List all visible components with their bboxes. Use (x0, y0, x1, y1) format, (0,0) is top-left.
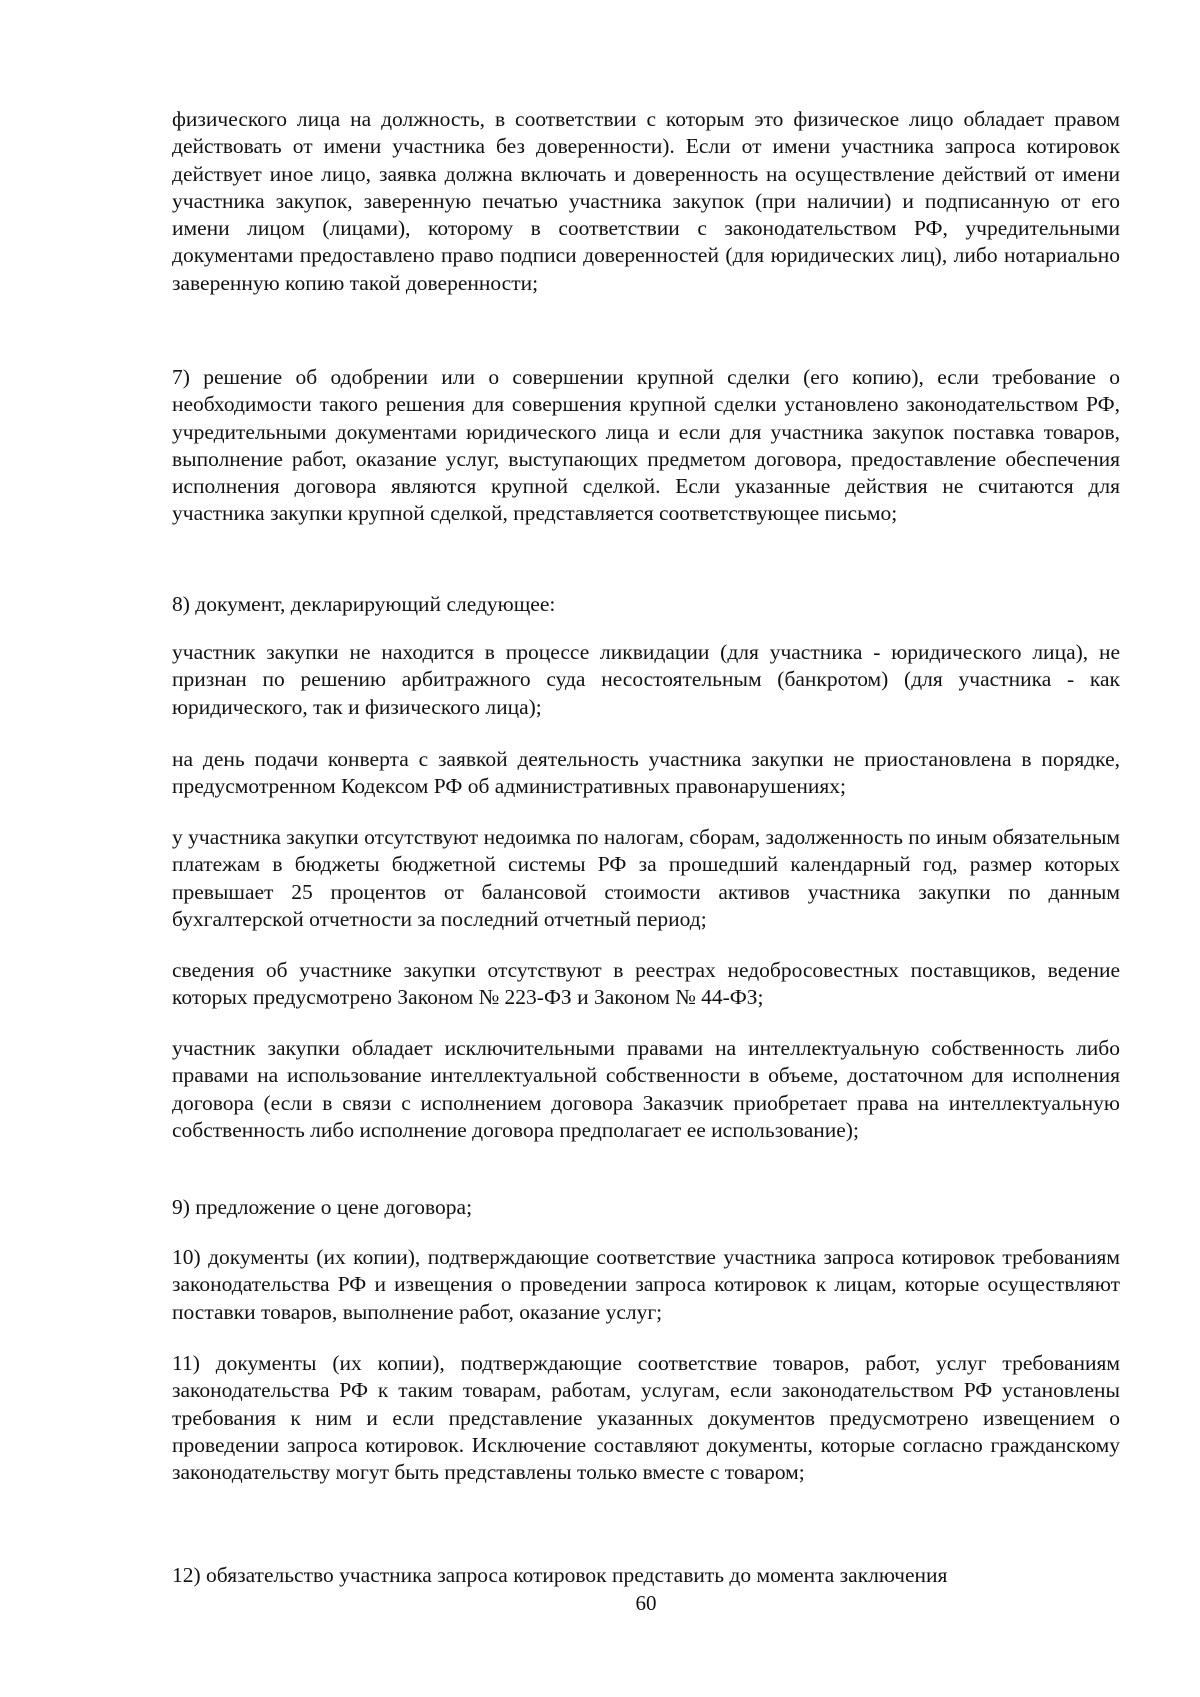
paragraph-no-liquidation: участник закупки не находится в процессе ликвидации (для участника - юридического лица), не признан по решению арбитражного суда несостоятельным (банкротом) (для участника - как юридического, так и физического лица); (172, 640, 1120, 719)
paragraph-no-tax-arrears: у участника закупки отсутствуют недоимка по налогам, сборам, задолженность по иным обязательным платежам в бюджеты бюджетной системы РФ за прошедший календарный год, размер которых превышает 25 процентов от балансовой стоимости активов участника закупки по данным бухгалтерской отчетности за последний отчетный период; (172, 825, 1120, 931)
document-page (172, 106, 1120, 1615)
paragraph-item-11-goods-compliance: 11) документы (их копии), подтверждающие соответствие товаров, работ, услуг требованиям законодательства РФ к таким товарам, работам, услугам, если законодательством РФ установлены требования к ним и если представление указанных документов предусмотрено извещением о проведении запроса котировок. Исключение составляют документы, которые согласно гражданскому законодательству могут быть представлены только вместе с товаром; (172, 1351, 1120, 1485)
paragraph-item-12-obligation: 12) обязательство участника запроса котировок представить до момента заключения (172, 1563, 948, 1587)
paragraph-not-in-registers: сведения об участнике закупки отсутствуют в реестрах недобросовестных поставщиков, ведение которых предусмотрено Законом № 223-ФЗ и Законом № 44-ФЗ; (172, 958, 1120, 1010)
paragraph-item-9-price-offer: 9) предложение о цене договора; (172, 1195, 473, 1219)
paragraph-activity-not-suspended: на день подачи конверта с заявкой деятельность участника закупки не приостановлена в порядке, предусмотренном Кодексом РФ об административных правонарушениях; (172, 747, 1120, 799)
paragraph-item-10-participant-compliance: 10) документы (их копии), подтверждающие соответствие участника запроса котировок требованиям законодательства РФ и извещения о проведении запроса котировок к лицам, которые осуществляют поставки товаров, выполнение работ, оказание услуг; (172, 1245, 1120, 1324)
page-number: 60 (635, 1591, 657, 1615)
paragraph-intellectual-property: участник закупки обладает исключительными правами на интеллектуальную собственность либо правами на использование интеллектуальной собственности в объеме, достаточном для исполнения договора (если в связи с исполнением договора Заказчик приобретает права на интеллектуальную собственность либо исполнение договора предполагает ее использование); (172, 1036, 1120, 1142)
paragraph-item-8-declaration: 8) документ, декларирующий следующее: (172, 592, 556, 616)
paragraph-item-7-major-transaction: 7) решение об одобрении или о совершении крупной сделки (его копию), если требование о необходимости такого решения для совершения крупной сделки установлено законодательством РФ, учредительными документами юридического лица и если для участника закупок поставка товаров, выполнение работ, оказание услуг, выступающих предметом договора, предоставление обеспечения исполнения договора являются крупной сделкой. Если указанные действия не считаются для участника закупки крупной сделкой, представляется соответствующее письмо; (172, 365, 1120, 526)
paragraph-representative-documents: физического лица на должность, в соответствии с которым это физическое лицо обладает правом действовать от имени участника без доверенности). Если от имени участника запроса котировок действует иное лицо, заявка должна включать и доверенность на осуществление действий от имени участника закупок, заверенную печатью участника закупок (при наличии) и подписанную от его имени лицом (лицами), которому в соответствии с законодательством РФ, учредительными документами предоставлено право подписи доверенностей (для юридических лиц), либо нотариально заверенную копию такой доверенности; (172, 107, 1120, 295)
